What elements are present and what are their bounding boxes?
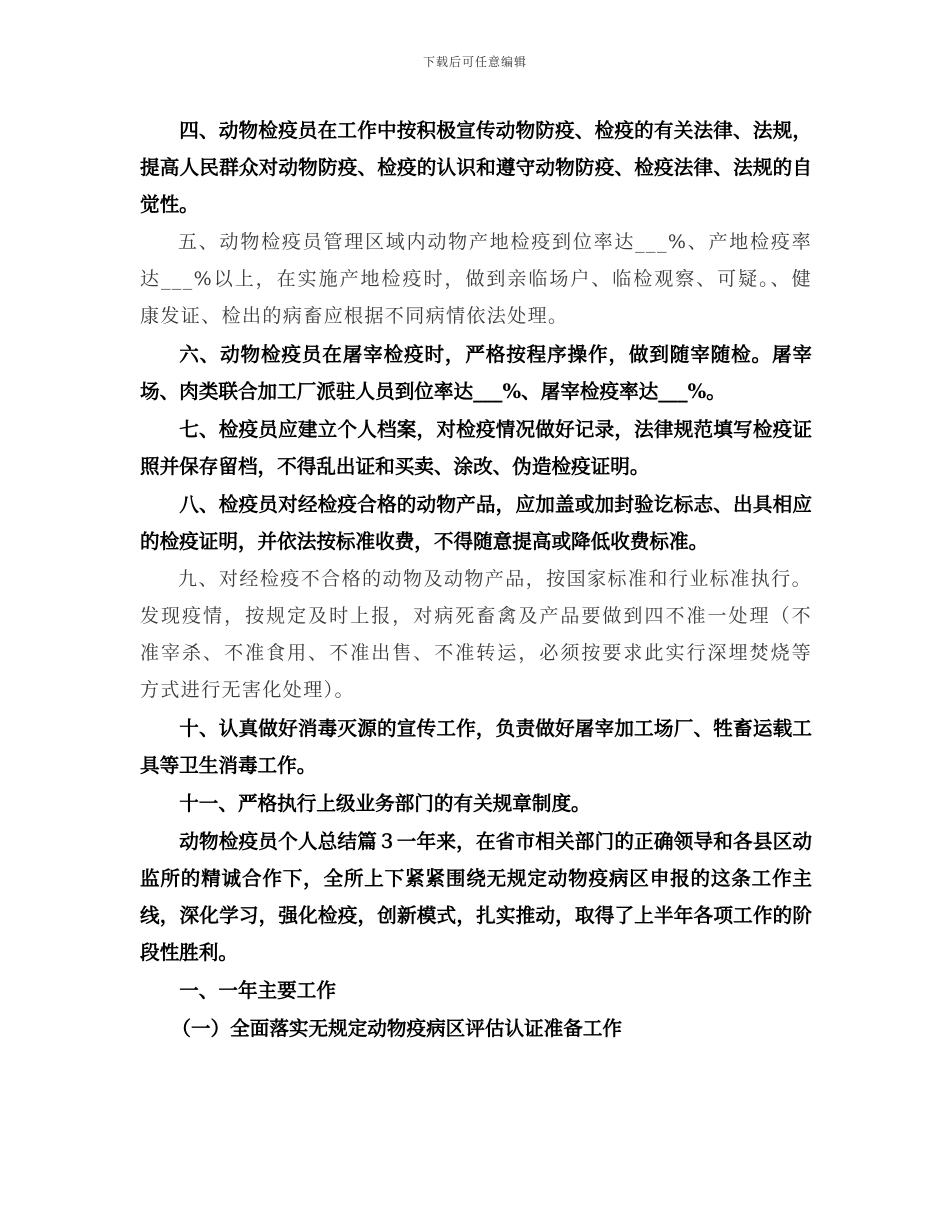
document-body [140,112,812,1048]
section-heading: 一、一年主要工作 [179,979,336,1002]
paragraph-item-9: 九、对经检疫不合格的动物及动物产品，按国家标准和行业标准执行。发现疫情，按规定及时上报，对病死畜禽及产品要做到四不准一处理（不准宰杀、不准食用、不准出售、不准转运，必须按要求此实行深埋焚烧等方式进行无害化处理）。 [140,568,812,701]
paragraph-item-11: 十一、严格执行上级业务部门的有关规章制度。 [179,792,591,815]
paragraph-item-10: 十、认真做好消毒灭源的宣传工作，负责做好屠宰加工场厂、牲畜运载工具等卫生消毒工作。 [140,717,812,777]
paragraph-item-4: 四、动物检疫员在工作中按积极宣传动物防疫、检疫的有关法律、法规，提高人民群众对动物防疫、检疫的认识和遵守动物防疫、检疫法律、法规的自觉性。 [140,119,812,216]
paragraph-item-6: 六、动物检疫员在屠宰检疫时，严格按程序操作，做到随宰随检。屠宰场、肉类联合加工厂派驻人员到位率达___%、屠宰检疫率达___%。 [140,343,812,403]
paragraph-item-7: 七、检疫员应建立个人档案，对检疫情况做好记录，法律规范填写检疫证照并保存留档，不得乱出证和买卖、涂改、伪造检疫证明。 [140,418,812,478]
paragraph-summary: 动物检疫员个人总结篇３一年来，在省市相关部门的正确领导和各县区动监所的精诚合作下，全所上下紧紧围绕无规定动物疫病区申报的这条工作主线，深化学习，强化检疫，创新模式，扎实推动，取得了上半年各项工作的阶段性胜利。 [140,830,812,964]
subsection-heading: （一）全面落实无规定动物疫病区评估认证准备工作 [171,1017,623,1040]
paragraph-item-5: 五、动物检疫员管理区域内动物产地检疫到位率达___%、产地检疫率达___%以上，在实施产地检疫时，做到亲临场户、临检观察、可疑。、健康发证、检出的病畜应根据不同病情依法处理。 [140,231,812,327]
paragraph-item-8: 八、检疫员对经检疫合格的动物产品，应加盖或加封验讫标志、出具相应的检疫证明，并依法按标准收费，不得随意提高或降低收费标准。 [140,493,812,553]
page-header: 下载后可任意编辑 [422,55,527,69]
